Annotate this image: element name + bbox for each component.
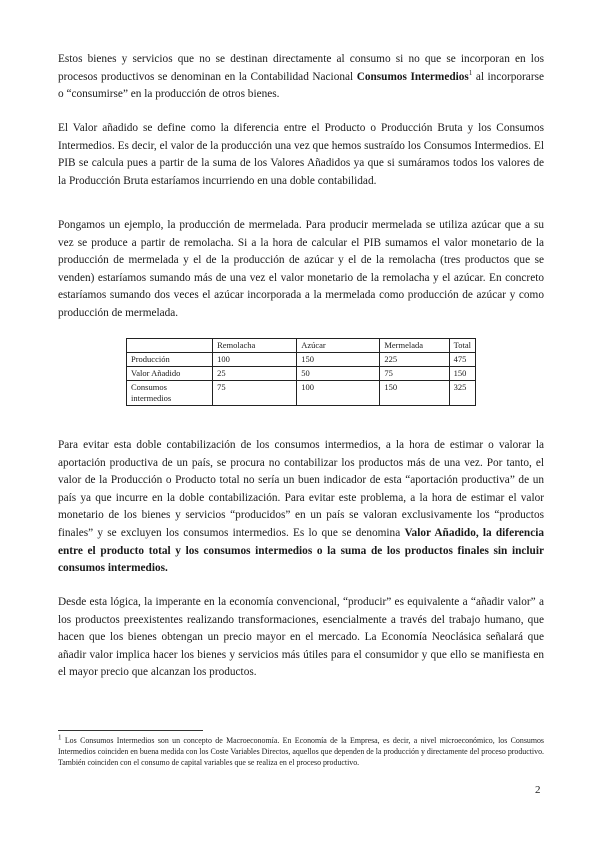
table-cell: Consumos intermedios bbox=[127, 381, 213, 406]
table-row bbox=[127, 367, 476, 381]
table-cell: Producción bbox=[127, 353, 213, 367]
table-cell: 325 bbox=[449, 381, 475, 406]
table-cell: 100 bbox=[213, 353, 297, 367]
paragraph-valor-anadido: El Valor añadido se define como la diferencia entre el Producto o Producción Bruta y los Consumos Intermedios. Es decir, el valor de la producción una vez que hemos sustraído los Consumos Intermedios. El PIB se calcula pues a partir de la suma de los Valores Añadidos ya que si sumáramos todos los valores de la Producción Bruta estaríamos incurriendo en una doble contabilidad. bbox=[58, 122, 544, 187]
footnote-separator bbox=[58, 730, 203, 731]
paragraph-ejemplo-mermelada: Pongamos un ejemplo, la producción de mermelada. Para producir mermelada se utiliza azúcar que a su vez se produce a partir de remolacha. Si a la hora de calcular el PIB sumamos el valor monetario de la producción de mermelada y el de la producción de azúcar y el de la remolacha (tres productos que se venden) estaríamos sumando más de una vez el valor monetario de la remolacha y el azúcar. En concreto estaríamos sumando dos veces el azúcar incorporada a la mermelada como producción de azúcar y como producción de mermelada. bbox=[58, 219, 544, 319]
table-row bbox=[127, 353, 476, 367]
table-cell: Valor Añadido bbox=[127, 367, 213, 381]
page-number: 2 bbox=[535, 784, 541, 796]
table-header-row bbox=[127, 339, 476, 353]
paragraph-consumos-intermedios: Estos bienes y servicios que no se destinan directamente al consumo si no que se incorporan en los procesos productivos se denominan en la Contabilidad Nacional Consumos Intermedios$^1$ al incorporarse o “consumirse” en la producción de otros bienes. bbox=[58, 53, 544, 101]
table-cell: 100 bbox=[297, 381, 380, 406]
table-cell: 75 bbox=[380, 367, 449, 381]
paragraph-logica-convencional: Desde esta lógica, la imperante en la economía convencional, “producir” es equivalente a “añadir valor” a los productos preexistentes realizando transformaciones, esencialmente a través del trabajo humano, que hacen que los bienes obtengan un precio mayor en el mercado. La Economía Neoclásica señalará que añadir valor implica hacer los bienes y servicios más útiles para el consumidor y que ello se manifiesta en el mayor precio que alcanzan los productos. bbox=[58, 596, 544, 679]
table-row bbox=[127, 381, 476, 406]
table-cell: 225 bbox=[380, 353, 449, 367]
footnote-ref[interactable]: 1 bbox=[468, 68, 473, 77]
table-cell: 150 bbox=[449, 367, 475, 381]
value-table bbox=[126, 338, 476, 406]
table-cell: 150 bbox=[380, 381, 449, 406]
table-cell: 50 bbox=[297, 367, 380, 381]
table-cell: Total bbox=[449, 339, 475, 353]
term-valor-anadido: Valor Añadido bbox=[404, 526, 476, 539]
paragraph-doble-contabilizacion: Para evitar esta doble contabilización de los consumos intermedios, a la hora de estimar o valorar la aportación productiva de un país, se procura no contabilizar los productos más de una vez. Por tanto, el valor de la Producción o Producto total no sería un buen indicador de esta “aportación productiva” de un país ya que incurre en la doble contabilización. Para evitar este problema, a la hora de estimar el valor monetario de los bienes y servicios “producidos” en un país se valoran exclusivamente los “productos finales” y se excluyen los consumos intermedios. Es lo que se denomina Valor Añadido, la diferencia entre el producto total y los consumos intermedios o la suma de los productos finales sin incluir consumos intermedios. bbox=[58, 439, 544, 575]
term-consumos-intermedios: Consumos Intermedios bbox=[356, 70, 469, 83]
table-cell: Mermelada bbox=[380, 339, 449, 353]
table-cell: 75 bbox=[213, 381, 297, 406]
footnote-marker: 1 bbox=[58, 733, 62, 742]
footnote: $^1$ Los Consumos Intermedios son un concepto de Macroeconomía. En Economía de la Empresa, es decir, a nivel microeconómico, los Consumos Intermedios coinciden en buena medida con los Coste Variables Directos, aquellos que dependen de la producción y directamente del proceso productivo. También coinciden con el consumo de capital variables que se realiza en el proceso productivo. bbox=[58, 733, 544, 767]
table-cell: 475 bbox=[449, 353, 475, 367]
table-cell: Azúcar bbox=[297, 339, 380, 353]
definition-valor-anadido: diferencia entre el producto total y los consumos intermedios o la suma de los productos finales sin incluir consumos intermedios. bbox=[58, 526, 544, 575]
table-cell: Remolacha bbox=[213, 339, 297, 353]
table-cell: 150 bbox=[297, 353, 380, 367]
table-cell bbox=[127, 339, 213, 353]
table-cell: 25 bbox=[213, 367, 297, 381]
